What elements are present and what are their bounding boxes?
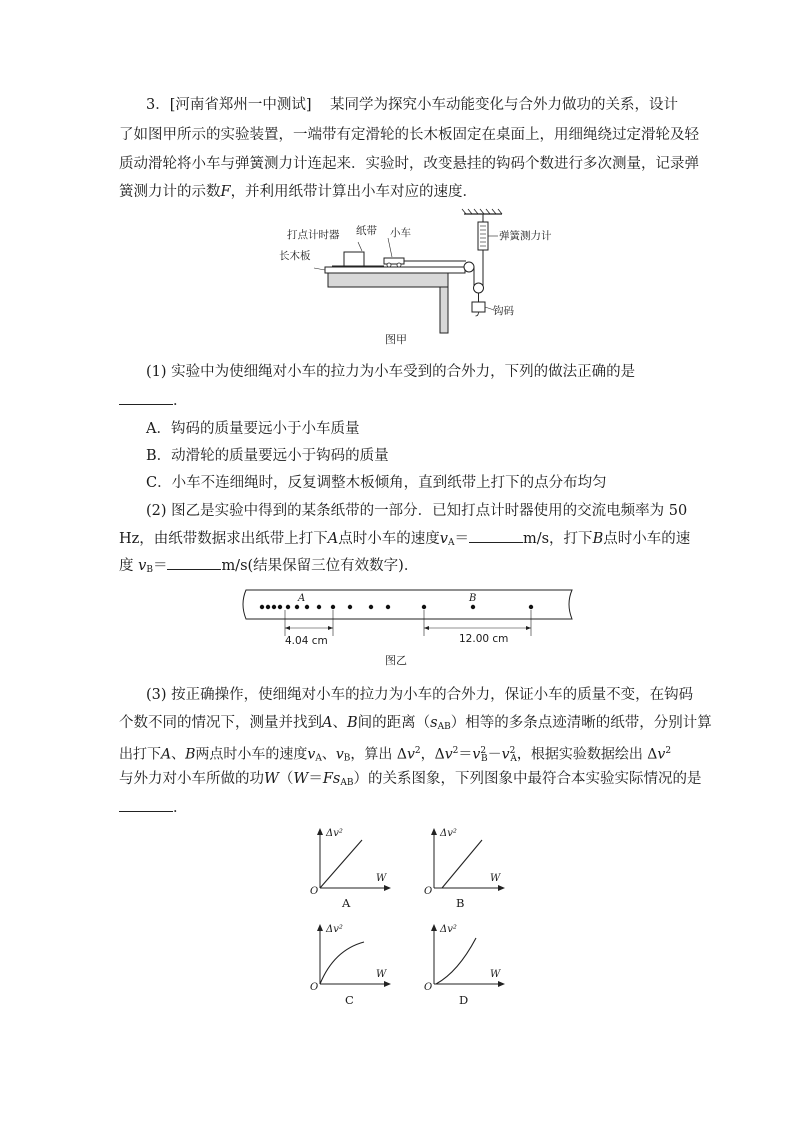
label-cart: 小车 (390, 227, 411, 239)
figure-a-caption: 图甲 (385, 333, 407, 346)
graph-c-ylabel: Δv² (326, 924, 343, 935)
part1-answer-blank[interactable] (119, 392, 173, 405)
table-leg (440, 287, 448, 333)
graph-b-ylabel: Δv² (440, 828, 457, 839)
figure-b-caption: 图乙 (385, 654, 407, 667)
tape-distance-2: 12.00 cm (459, 633, 509, 645)
graph-d-origin: O (424, 982, 433, 993)
graph-c-curve (320, 942, 364, 984)
label-weight: 钩码 (493, 305, 514, 317)
label-spring-scale: 弹簧测力计 (499, 230, 552, 242)
cart (384, 258, 404, 264)
part1-answer-line: ． (119, 392, 188, 410)
graph-a-ylabel: Δv² (326, 828, 343, 839)
graph-b-label: B (456, 896, 465, 910)
question-line-4: 簧测力计的示数F，并利用纸带计算出小车对应的速度． (119, 184, 478, 200)
table (328, 273, 448, 287)
graph-d-label: D (459, 993, 469, 1007)
question-line-2: 了如图甲所示的实验装置，一端带有定滑轮的长木板固定在桌面上，用细绳绕过定滑轮及轻 (119, 127, 699, 143)
long-board (325, 267, 465, 273)
part2-line-1: (2) 图乙是实验中得到的某条纸带的一部分．已知打点计时器使用的交流电频率为 50 (146, 503, 688, 519)
tape-distance-1: 4.04 cm (285, 635, 328, 647)
tape-point-b: B (469, 593, 477, 604)
part1-option-c[interactable]: C．小车不连细绳时，反复调整木板倾角，直到纸带上打下的点分布均匀 (146, 475, 607, 491)
graph-a-label: A (342, 896, 351, 910)
graph-c-xlabel: W (376, 969, 387, 980)
va-answer-blank[interactable] (469, 530, 523, 543)
graph-b-origin: O (424, 886, 433, 897)
part3-answer-blank[interactable] (119, 799, 173, 812)
part3-line-3: 出打下A、B两点时小车的速度$v_A$、$v_B$，算出 $\Delta v^2$，$\Delta v^2=v^2_B-v^2_A$，根据实验数据绘出 $\Delta v^2$ (119, 746, 672, 764)
label-timer: 打点计时器 (287, 229, 340, 241)
question-line-1: 3．[河南省郑州一中测试] 某同学为探究小车动能变化与合外力做功的关系，设计 (146, 97, 678, 113)
vb-answer-blank[interactable] (167, 557, 221, 570)
graph-b-xlabel: W (490, 873, 501, 884)
question-number: 3． (146, 97, 170, 113)
graph-c-origin: O (310, 982, 319, 993)
fixed-pulley (464, 262, 474, 272)
graph-d-xlabel: W (490, 969, 501, 980)
label-board: 长木板 (279, 250, 311, 262)
timer-device (344, 252, 364, 267)
graph-d-curve (436, 938, 476, 984)
question-source: [河南省郑州一中测试] (169, 97, 312, 113)
tape-point-a: A (298, 593, 306, 604)
part1-option-a[interactable]: A．钩码的质量要远小于小车质量 (146, 421, 360, 437)
part3-answer-line: ． (119, 799, 188, 817)
paper-tape (243, 590, 572, 619)
weight (472, 302, 485, 312)
part3-line-2: 个数不同的情况下，测量并找到A、B间的距离$(s_{AB})$相等的多条点迹清晰的纸带，分别计算 (119, 715, 712, 732)
graph-a-xlabel: W (376, 873, 387, 884)
part3-line-1: (3) 按正确操作，使细绳对小车的拉力为小车的合外力，保证小车的质量不变，在钩码 (146, 687, 694, 703)
graph-a-curve (320, 840, 362, 888)
graph-a-origin: O (310, 886, 319, 897)
question-line-3: 质动滑轮将小车与弹簧测力计连起来．实验时，改变悬挂的钩码个数进行多次测量，记录弹 (119, 156, 699, 172)
graph-d-ylabel: Δv² (440, 924, 457, 935)
part1-option-b[interactable]: B．动滑轮的质量要远小于钩码的质量 (146, 448, 389, 464)
part2-line-3: 度 $v_B= m/s$(结果保留三位有效数字)． (119, 558, 419, 575)
label-tape: 纸带 (356, 225, 377, 237)
part2-line-2: Hz，由纸带数据求出纸带上打下A点时小车的速度$v_A= m/s$，打下B点时小车的速 (119, 531, 691, 548)
graph-c-label: C (345, 993, 354, 1007)
graph-b-curve (442, 840, 482, 888)
moving-pulley (474, 283, 484, 293)
part3-line-4: 与外力对小车所做的功$W(W=Fs_{AB})$的关系图象，下列图象中最符合本实验实际情况的是 (119, 771, 702, 788)
apparatus-figure (262, 204, 562, 344)
part1-stem: (1) 实验中为使细绳对小车的拉力为小车受到的合外力，下列的做法正确的是 (146, 364, 636, 380)
